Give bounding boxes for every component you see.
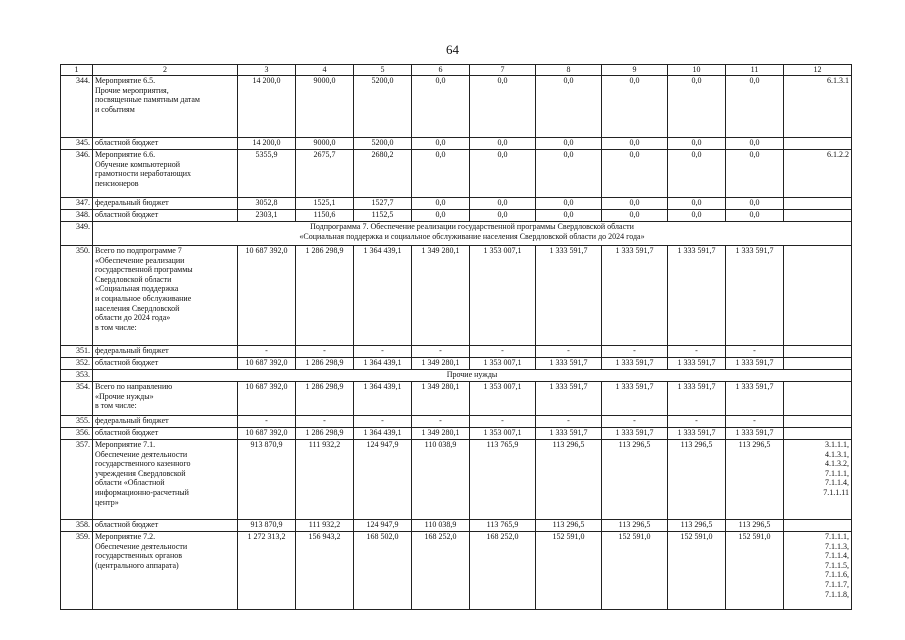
value-cell: 152 591,0 — [602, 532, 668, 610]
cell-line: центр» — [95, 497, 119, 507]
cell-line: государственных органов — [95, 551, 182, 561]
row-number: 346. — [61, 150, 93, 198]
value-cell: 1 364 439,1 — [354, 246, 412, 346]
cell-line: федеральный бюджет — [95, 346, 169, 355]
cell-line: 4.1.3.2, — [825, 459, 849, 469]
header-cell: 5 — [354, 65, 412, 76]
cell-line: области до 2024 года» — [95, 313, 171, 323]
row-number: 353. — [61, 370, 93, 382]
section-title — [93, 222, 852, 246]
value-cell: 913 870,9 — [238, 520, 296, 532]
table-row — [61, 520, 852, 532]
cell-line: информационно-расчетный — [95, 487, 189, 497]
cell-line: 7.1.1.1, — [825, 532, 849, 541]
value-cell: 1 333 591,7 — [668, 246, 726, 346]
cell-line: 7.1.1.11 — [823, 487, 849, 497]
target-codes — [784, 138, 852, 150]
table-row — [61, 358, 852, 370]
value-cell: 1 333 591,7 — [536, 428, 602, 440]
value-cell: 110 038,9 — [412, 520, 470, 532]
item-name — [93, 246, 238, 346]
header-cell: 3 — [238, 65, 296, 76]
value-cell: 0,0 — [668, 210, 726, 222]
row-number: 354. — [61, 382, 93, 416]
value-cell: 113 296,5 — [602, 520, 668, 532]
value-cell: - — [726, 416, 784, 428]
value-cell: 1 333 591,7 — [668, 382, 726, 416]
table-row — [61, 210, 852, 222]
table-row — [61, 150, 852, 198]
value-cell: 0,0 — [470, 76, 536, 138]
cell-line: учреждения Свердловской — [95, 468, 186, 478]
value-cell: 156 943,2 — [296, 532, 354, 610]
cell-line: федеральный бюджет — [95, 198, 169, 207]
cell-line: Всего по направлению — [95, 382, 173, 391]
section-row — [61, 370, 852, 382]
value-cell: 110 038,9 — [412, 440, 470, 520]
value-cell: 1 333 591,7 — [726, 358, 784, 370]
table-row — [61, 198, 852, 210]
value-cell: 1 333 591,7 — [602, 358, 668, 370]
row-number: 344. — [61, 76, 93, 138]
value-cell: - — [238, 346, 296, 358]
target-codes — [784, 520, 852, 532]
value-cell: 113 296,5 — [726, 440, 784, 520]
cell-line: 4.1.3.1, — [825, 449, 849, 459]
value-cell: 0,0 — [470, 198, 536, 210]
row-number: 347. — [61, 198, 93, 210]
cell-line: Всего по подпрограмме 7 — [95, 246, 182, 255]
value-cell: 10 687 392,0 — [238, 246, 296, 346]
item-name — [93, 346, 238, 358]
row-number: 348. — [61, 210, 93, 222]
target-codes — [784, 440, 852, 520]
value-cell: - — [602, 346, 668, 358]
cell-line: федеральный бюджет — [95, 416, 169, 425]
cell-line: государственной программы — [95, 265, 193, 275]
cell-line: государственного казенного — [95, 459, 191, 469]
value-cell: 0,0 — [470, 210, 536, 222]
value-cell: 113 296,5 — [602, 440, 668, 520]
item-name — [93, 532, 238, 610]
value-cell: 9000,0 — [296, 138, 354, 150]
value-cell: 1152,5 — [354, 210, 412, 222]
cell-line: в том числе: — [95, 322, 137, 332]
item-name — [93, 358, 238, 370]
value-cell: 0,0 — [726, 138, 784, 150]
value-cell: 1 286 298,9 — [296, 428, 354, 440]
value-cell: 113 296,5 — [668, 440, 726, 520]
cell-line: 7.1.1.5, — [825, 560, 849, 570]
row-number: 358. — [61, 520, 93, 532]
value-cell: 2680,2 — [354, 150, 412, 198]
cell-line: Обеспечение деятельности — [95, 541, 188, 551]
value-cell: - — [726, 346, 784, 358]
table-body — [61, 65, 852, 610]
value-cell: 113 765,9 — [470, 440, 536, 520]
cell-line: пенсионеров — [95, 178, 139, 188]
cell-line: 7.1.1.7, — [825, 579, 849, 589]
value-cell: - — [412, 416, 470, 428]
cell-line: Свердловской области — [95, 274, 172, 284]
target-codes — [784, 76, 852, 138]
value-cell: 0,0 — [726, 76, 784, 138]
cell-line: 7.1.1.1, — [825, 468, 849, 478]
header-cell: 2 — [93, 65, 238, 76]
cell-line: Мероприятие 7.2. — [95, 532, 156, 541]
cell-line: Прочие нужды — [446, 370, 498, 379]
value-cell: - — [536, 346, 602, 358]
target-codes — [784, 358, 852, 370]
row-number: 350. — [61, 246, 93, 346]
target-codes — [784, 346, 852, 358]
value-cell: 0,0 — [668, 150, 726, 198]
cell-line: 7.1.1.8, — [825, 589, 849, 599]
value-cell: 1527,7 — [354, 198, 412, 210]
value-cell: 10 687 392,0 — [238, 358, 296, 370]
value-cell: 0,0 — [602, 138, 668, 150]
value-cell: 124 947,9 — [354, 520, 412, 532]
cell-line: областной бюджет — [95, 428, 159, 437]
value-cell: 0,0 — [536, 210, 602, 222]
table-row — [61, 246, 852, 346]
section-row — [61, 222, 852, 246]
value-cell: 1 333 591,7 — [726, 428, 784, 440]
item-name — [93, 150, 238, 198]
value-cell: 2675,7 — [296, 150, 354, 198]
value-cell: - — [296, 416, 354, 428]
cell-line: Мероприятие 6.5. — [95, 76, 156, 85]
value-cell: 9000,0 — [296, 76, 354, 138]
value-cell: 113 765,9 — [470, 520, 536, 532]
value-cell: 0,0 — [536, 76, 602, 138]
value-cell: 2303,1 — [238, 210, 296, 222]
table-row — [61, 138, 852, 150]
table-row — [61, 346, 852, 358]
value-cell: 1 349 280,1 — [412, 428, 470, 440]
value-cell: 0,0 — [726, 198, 784, 210]
cell-line: Мероприятие 7.1. — [95, 440, 156, 449]
row-number: 351. — [61, 346, 93, 358]
value-cell: 0,0 — [668, 76, 726, 138]
table-row — [61, 416, 852, 428]
target-codes — [784, 246, 852, 346]
value-cell: 168 252,0 — [412, 532, 470, 610]
value-cell: 5200,0 — [354, 76, 412, 138]
header-cell: 11 — [726, 65, 784, 76]
value-cell: 124 947,9 — [354, 440, 412, 520]
cell-line: «Обеспечение реализации — [95, 255, 185, 265]
item-name — [93, 428, 238, 440]
row-number: 345. — [61, 138, 93, 150]
cell-line: областной бюджет — [95, 210, 159, 219]
value-cell: 111 932,2 — [296, 440, 354, 520]
table-row — [61, 382, 852, 416]
target-codes — [784, 382, 852, 416]
value-cell: 1 333 591,7 — [536, 246, 602, 346]
header-cell: 7 — [470, 65, 536, 76]
value-cell: - — [354, 416, 412, 428]
value-cell: - — [354, 346, 412, 358]
cell-line: «Социальная поддержка и социальное обслуживание населения Свердловской области до 2024 года» — [299, 231, 645, 241]
header-cell: 4 — [296, 65, 354, 76]
value-cell: - — [470, 346, 536, 358]
header-cell: 6 — [412, 65, 470, 76]
target-codes — [784, 532, 852, 610]
value-cell: 1150,6 — [296, 210, 354, 222]
item-name — [93, 416, 238, 428]
section-title — [93, 370, 852, 382]
cell-line: 7.1.1.6, — [825, 570, 849, 580]
cell-line: 7.1.1.4, — [825, 551, 849, 561]
value-cell: 1 272 313,2 — [238, 532, 296, 610]
cell-line: грамотности неработающих — [95, 169, 192, 179]
value-cell: 1 333 591,7 — [536, 358, 602, 370]
value-cell: 1 364 439,1 — [354, 358, 412, 370]
value-cell: 0,0 — [726, 150, 784, 198]
value-cell: 1 353 007,1 — [470, 382, 536, 416]
value-cell: 0,0 — [602, 210, 668, 222]
value-cell: 1 333 591,7 — [602, 428, 668, 440]
value-cell: - — [536, 416, 602, 428]
cell-line: Обучение компьютерной — [95, 159, 181, 169]
table-row — [61, 76, 852, 138]
value-cell: 0,0 — [470, 138, 536, 150]
value-cell: - — [668, 416, 726, 428]
item-name — [93, 138, 238, 150]
value-cell: 1 353 007,1 — [470, 428, 536, 440]
value-cell: 1 349 280,1 — [412, 382, 470, 416]
value-cell: 168 502,0 — [354, 532, 412, 610]
value-cell: 111 932,2 — [296, 520, 354, 532]
value-cell: 0,0 — [668, 198, 726, 210]
cell-line: и событиям — [95, 104, 135, 114]
cell-line: посвященные памятным датам — [95, 95, 200, 105]
value-cell: 0,0 — [602, 76, 668, 138]
header-cell: 9 — [602, 65, 668, 76]
item-name — [93, 520, 238, 532]
value-cell: 913 870,9 — [238, 440, 296, 520]
header-cell: 10 — [668, 65, 726, 76]
row-number: 359. — [61, 532, 93, 610]
cell-line: «Прочие нужды» — [95, 391, 154, 401]
cell-line: в том числе: — [95, 401, 137, 411]
value-cell: 113 296,5 — [536, 520, 602, 532]
value-cell: 1 349 280,1 — [412, 358, 470, 370]
row-number: 355. — [61, 416, 93, 428]
cell-line: 3.1.1.1, — [825, 440, 849, 449]
value-cell: 0,0 — [412, 150, 470, 198]
value-cell: 1 333 591,7 — [668, 358, 726, 370]
cell-line: Обеспечение деятельности — [95, 449, 188, 459]
value-cell: 0,0 — [412, 138, 470, 150]
header-cell: 12 — [784, 65, 852, 76]
row-number: 356. — [61, 428, 93, 440]
cell-line: областной бюджет — [95, 520, 159, 529]
value-cell: 0,0 — [536, 138, 602, 150]
value-cell: 1 349 280,1 — [412, 246, 470, 346]
value-cell: 1 353 007,1 — [470, 358, 536, 370]
value-cell: - — [296, 346, 354, 358]
value-cell: 0,0 — [602, 150, 668, 198]
value-cell: - — [412, 346, 470, 358]
value-cell: 10 687 392,0 — [238, 428, 296, 440]
cell-line: Подпрограмма 7. Обеспечение реализации государственной программы Свердловской области — [310, 222, 634, 231]
cell-line: 6.1.2.2 — [827, 150, 849, 159]
value-cell: 0,0 — [668, 138, 726, 150]
item-name — [93, 210, 238, 222]
value-cell: 1 353 007,1 — [470, 246, 536, 346]
value-cell: 1525,1 — [296, 198, 354, 210]
value-cell: - — [602, 416, 668, 428]
target-codes — [784, 416, 852, 428]
value-cell: 0,0 — [536, 150, 602, 198]
cell-line: 6.1.3.1 — [827, 76, 849, 85]
value-cell: 1 364 439,1 — [354, 382, 412, 416]
row-number: 352. — [61, 358, 93, 370]
value-cell: 3052,8 — [238, 198, 296, 210]
item-name — [93, 382, 238, 416]
value-cell: 1 286 298,9 — [296, 358, 354, 370]
cell-line: (центрального аппарата) — [95, 560, 179, 570]
row-number: 357. — [61, 440, 93, 520]
value-cell: 113 296,5 — [668, 520, 726, 532]
header-cell: 8 — [536, 65, 602, 76]
cell-line: и социальное обслуживание — [95, 293, 192, 303]
target-codes — [784, 428, 852, 440]
value-cell: 10 687 392,0 — [238, 382, 296, 416]
cell-line: областной бюджет — [95, 138, 159, 147]
value-cell: 0,0 — [412, 76, 470, 138]
cell-line: 7.1.1.3, — [825, 541, 849, 551]
value-cell: 1 333 591,7 — [668, 428, 726, 440]
header-row — [61, 65, 852, 76]
target-codes — [784, 210, 852, 222]
value-cell: 1 286 298,9 — [296, 246, 354, 346]
value-cell: 5355,9 — [238, 150, 296, 198]
value-cell: 1 286 298,9 — [296, 382, 354, 416]
value-cell: - — [238, 416, 296, 428]
value-cell: 14 200,0 — [238, 138, 296, 150]
value-cell: 1 333 591,7 — [602, 246, 668, 346]
value-cell: 1 364 439,1 — [354, 428, 412, 440]
value-cell: 0,0 — [536, 198, 602, 210]
budget-table — [60, 64, 852, 610]
value-cell: 152 591,0 — [668, 532, 726, 610]
cell-line: области «Областной — [95, 478, 165, 488]
table-row — [61, 428, 852, 440]
value-cell: 0,0 — [412, 198, 470, 210]
value-cell: - — [668, 346, 726, 358]
target-codes — [784, 198, 852, 210]
item-name — [93, 440, 238, 520]
value-cell: 152 591,0 — [536, 532, 602, 610]
value-cell: 5200,0 — [354, 138, 412, 150]
value-cell: - — [470, 416, 536, 428]
value-cell: 0,0 — [602, 198, 668, 210]
value-cell: 1 333 591,7 — [536, 382, 602, 416]
cell-line: Прочие мероприятия, — [95, 85, 169, 95]
cell-line: населения Свердловской — [95, 303, 180, 313]
value-cell: 1 333 591,7 — [726, 382, 784, 416]
value-cell: 14 200,0 — [238, 76, 296, 138]
row-number: 349. — [61, 222, 93, 246]
cell-line: Мероприятие 6.6. — [95, 150, 156, 159]
cell-line: областной бюджет — [95, 358, 159, 367]
item-name — [93, 198, 238, 210]
value-cell: 0,0 — [412, 210, 470, 222]
value-cell: 113 296,5 — [726, 520, 784, 532]
header-cell: 1 — [61, 65, 93, 76]
value-cell: 168 252,0 — [470, 532, 536, 610]
cell-line: «Социальная поддержка — [95, 284, 179, 294]
cell-line: 7.1.1.4, — [825, 478, 849, 488]
value-cell: 1 333 591,7 — [602, 382, 668, 416]
page-number: 64 — [446, 42, 459, 57]
table-row — [61, 440, 852, 520]
value-cell: 113 296,5 — [536, 440, 602, 520]
value-cell: 152 591,0 — [726, 532, 784, 610]
target-codes — [784, 150, 852, 198]
item-name — [93, 76, 238, 138]
table-row — [61, 532, 852, 610]
value-cell: 1 333 591,7 — [726, 246, 784, 346]
value-cell: 0,0 — [470, 150, 536, 198]
value-cell: 0,0 — [726, 210, 784, 222]
